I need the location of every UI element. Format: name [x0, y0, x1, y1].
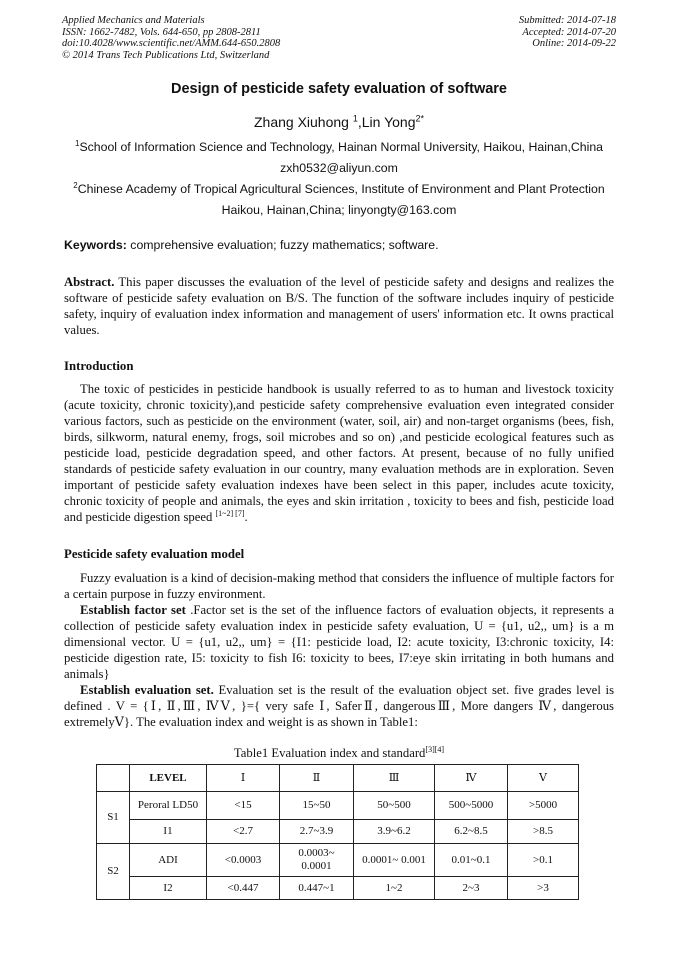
abstract-label: Abstract.: [64, 275, 115, 289]
affiliation-1: [0, 137, 678, 179]
table-cell: 0.0003~ 0.0001: [280, 844, 354, 877]
table-cell: 50~500: [354, 792, 435, 820]
table-cell: 0.447~1: [280, 877, 354, 900]
factor-set-text: .Factor set is the set of the influence factors of evaluation objects, it represents a collection of pesticide safety evaluation index in pesticide safety evaluation, U = {u1, u2,, um} is a m dimensional vector. U = {u1, u2,, um} = {I1: pesticide load, I2: acute toxicity, I3:chronic toxicity, I4: pesticide digestion rate, I5: toxicity to fish I6: toxicity to bees, I7:eye skin irritating in both humans and animals}: [64, 603, 614, 681]
table-row: [97, 792, 579, 820]
table-cell: >5000: [508, 792, 579, 820]
online-date: Online: 2014-09-22: [532, 38, 616, 49]
table-header-cell: Ⅳ: [435, 765, 508, 792]
dates-header: [519, 15, 616, 50]
paper-title: Design of pesticide safety evaluation of software: [171, 81, 507, 97]
table-cell: ADI: [130, 844, 207, 877]
issn-line: ISSN: 1662-7482, Vols. 644-650, pp 2808-2811: [62, 26, 261, 38]
group-label-cell: S1: [97, 792, 130, 844]
table-cell: >3: [508, 877, 579, 900]
table-caption-citation: [3][4]: [425, 744, 445, 754]
journal-name: Applied Mechanics and Materials: [62, 15, 205, 26]
author-2-affil: 2*: [415, 113, 424, 124]
model-heading: Pesticide safety evaluation model: [64, 547, 245, 561]
table-header-cell: Ⅴ: [508, 765, 579, 792]
model-section: [64, 570, 614, 730]
table-header-row: [97, 765, 579, 792]
keywords-label: Keywords:: [64, 238, 127, 252]
table-cell: 2.7~3.9: [280, 820, 354, 844]
author-1: Zhang Xiuhong: [253, 114, 353, 130]
author-2: Lin Yong: [361, 114, 416, 130]
abstract-text: This paper discusses the evaluation of the level of pesticide safety and designs and realizes the software of pesticide safety evaluation on B/S. The function of the software includes inquiry of pesticide safety, inquiry of evaluation index information and management of users' information etc. It owns practical values.: [64, 275, 614, 337]
table-cell: 15~50: [280, 792, 354, 820]
evaluation-set-label: Establish evaluation set.: [80, 683, 214, 697]
table-cell: I1: [130, 820, 207, 844]
author-line: [0, 114, 678, 130]
author-1-affil: 1: [352, 113, 358, 124]
intro-citation: [1~2] [7]: [215, 508, 245, 518]
table-caption-text: Table1 Evaluation index and standard: [233, 746, 426, 760]
table-cell: <0.447: [207, 877, 280, 900]
table-cell: 2~3: [435, 877, 508, 900]
table-cell: 0.0001~ 0.001: [354, 844, 435, 877]
group-label-cell: S2: [97, 844, 130, 900]
table-row: [97, 820, 579, 844]
table-cell: 1~2: [354, 877, 435, 900]
affiliation-1-mark: 1: [74, 138, 80, 148]
table-header-cell: LEVEL: [130, 765, 207, 792]
author-sep: ,: [357, 114, 362, 130]
copyright-line: © 2014 Trans Tech Publications Ltd, Switzerland: [62, 49, 270, 61]
intro-heading: Introduction: [64, 359, 134, 373]
table-cell: >8.5: [508, 820, 579, 844]
table-cell: 3.9~6.2: [354, 820, 435, 844]
submitted-date: Submitted: 2014-07-18: [518, 15, 616, 26]
evaluation-set-text: Evaluation set is the result of the evaluation object set. five grades level is defined . V = {Ⅰ, Ⅱ,Ⅲ, ⅣⅤ, }={ very safe Ⅰ, SaferⅡ, dangerousⅢ, More dangers Ⅳ, dangerous extremelyⅤ}. The evaluation index and weight is as shown in Table1:: [64, 683, 615, 729]
affiliation-2-text: Chinese Academy of Tropical Agricultural Sciences, Institute of Environment and Plant Protection: [77, 182, 605, 196]
affiliation-2-location: Haikou, Hainan,China; linyongty@163.com: [221, 203, 457, 217]
table-cell: <15: [207, 792, 280, 820]
table-cell: 500~5000: [435, 792, 508, 820]
intro-text: The toxic of pesticides in pesticide handbook is usually referred to as to human and livestock toxicity (acute toxicity, chronic toxicity),and pesticide safety comprehensive evaluation even integrated consider various factors, such as pesticide on the environment (water, soil, air) and non-target organisms (bees, fish, birds, silkworm, natural enemy, frogs, soil microbes and so on) ,and pesticide ecological features such as pesticide load, pesticide degradation speed, and other factors. At present, because of no fully unified standards of pesticide safety evaluation in our country, many evaluation methods are in exploration. Seven important of pesticide safety evaluation indexes have been select in this paper, includes acute toxicity, chronic toxicity of people and animals, the eyes and skin irritation , toxicity to bees and fish, pesticide load and pesticide digestion speed: [64, 382, 614, 524]
table-caption: [0, 746, 678, 761]
accepted-date: Accepted: 2014-07-20: [522, 26, 616, 38]
table-cell: <0.0003: [207, 844, 280, 877]
table-row: [97, 844, 579, 877]
table-corner-cell: [97, 765, 130, 792]
factor-set-label: Establish factor set: [80, 603, 186, 617]
model-paragraph-1: Fuzzy evaluation is a kind of decision-making method that considers the influence of multiple factors for a certain purpose in fuzzy environment.: [64, 571, 614, 601]
doi-line: doi:10.4028/www.scientific.net/AMM.644-650.2808: [62, 38, 281, 49]
keywords-text: comprehensive evaluation; fuzzy mathematics; software.: [126, 238, 439, 252]
intro-paragraph: [64, 381, 614, 525]
keywords: [64, 238, 439, 252]
email-1: zxh0532@aliyun.com: [280, 161, 398, 175]
affiliation-1-text: School of Information Science and Technology, Hainan Normal University, Haikou, Hainan,China: [79, 140, 604, 154]
table-header-cell: Ⅱ: [280, 765, 354, 792]
table-cell: >0.1: [508, 844, 579, 877]
journal-header: [62, 15, 280, 61]
table-header-cell: Ⅲ: [354, 765, 435, 792]
table-cell: 0.01~0.1: [435, 844, 508, 877]
abstract: [64, 274, 614, 338]
model-paragraph-3: [64, 682, 614, 730]
table-cell: I2: [130, 877, 207, 900]
affiliation-2-mark: 2: [73, 180, 78, 190]
model-paragraph-2: [64, 602, 614, 682]
table-cell: <2.7: [207, 820, 280, 844]
table-row: [97, 877, 579, 900]
intro-end: .: [244, 510, 248, 524]
table-cell: Peroral LD50: [130, 792, 207, 820]
table-cell: 6.2~8.5: [435, 820, 508, 844]
evaluation-table: [96, 764, 579, 900]
affiliation-2: [0, 179, 678, 221]
table-header-cell: Ⅰ: [207, 765, 280, 792]
